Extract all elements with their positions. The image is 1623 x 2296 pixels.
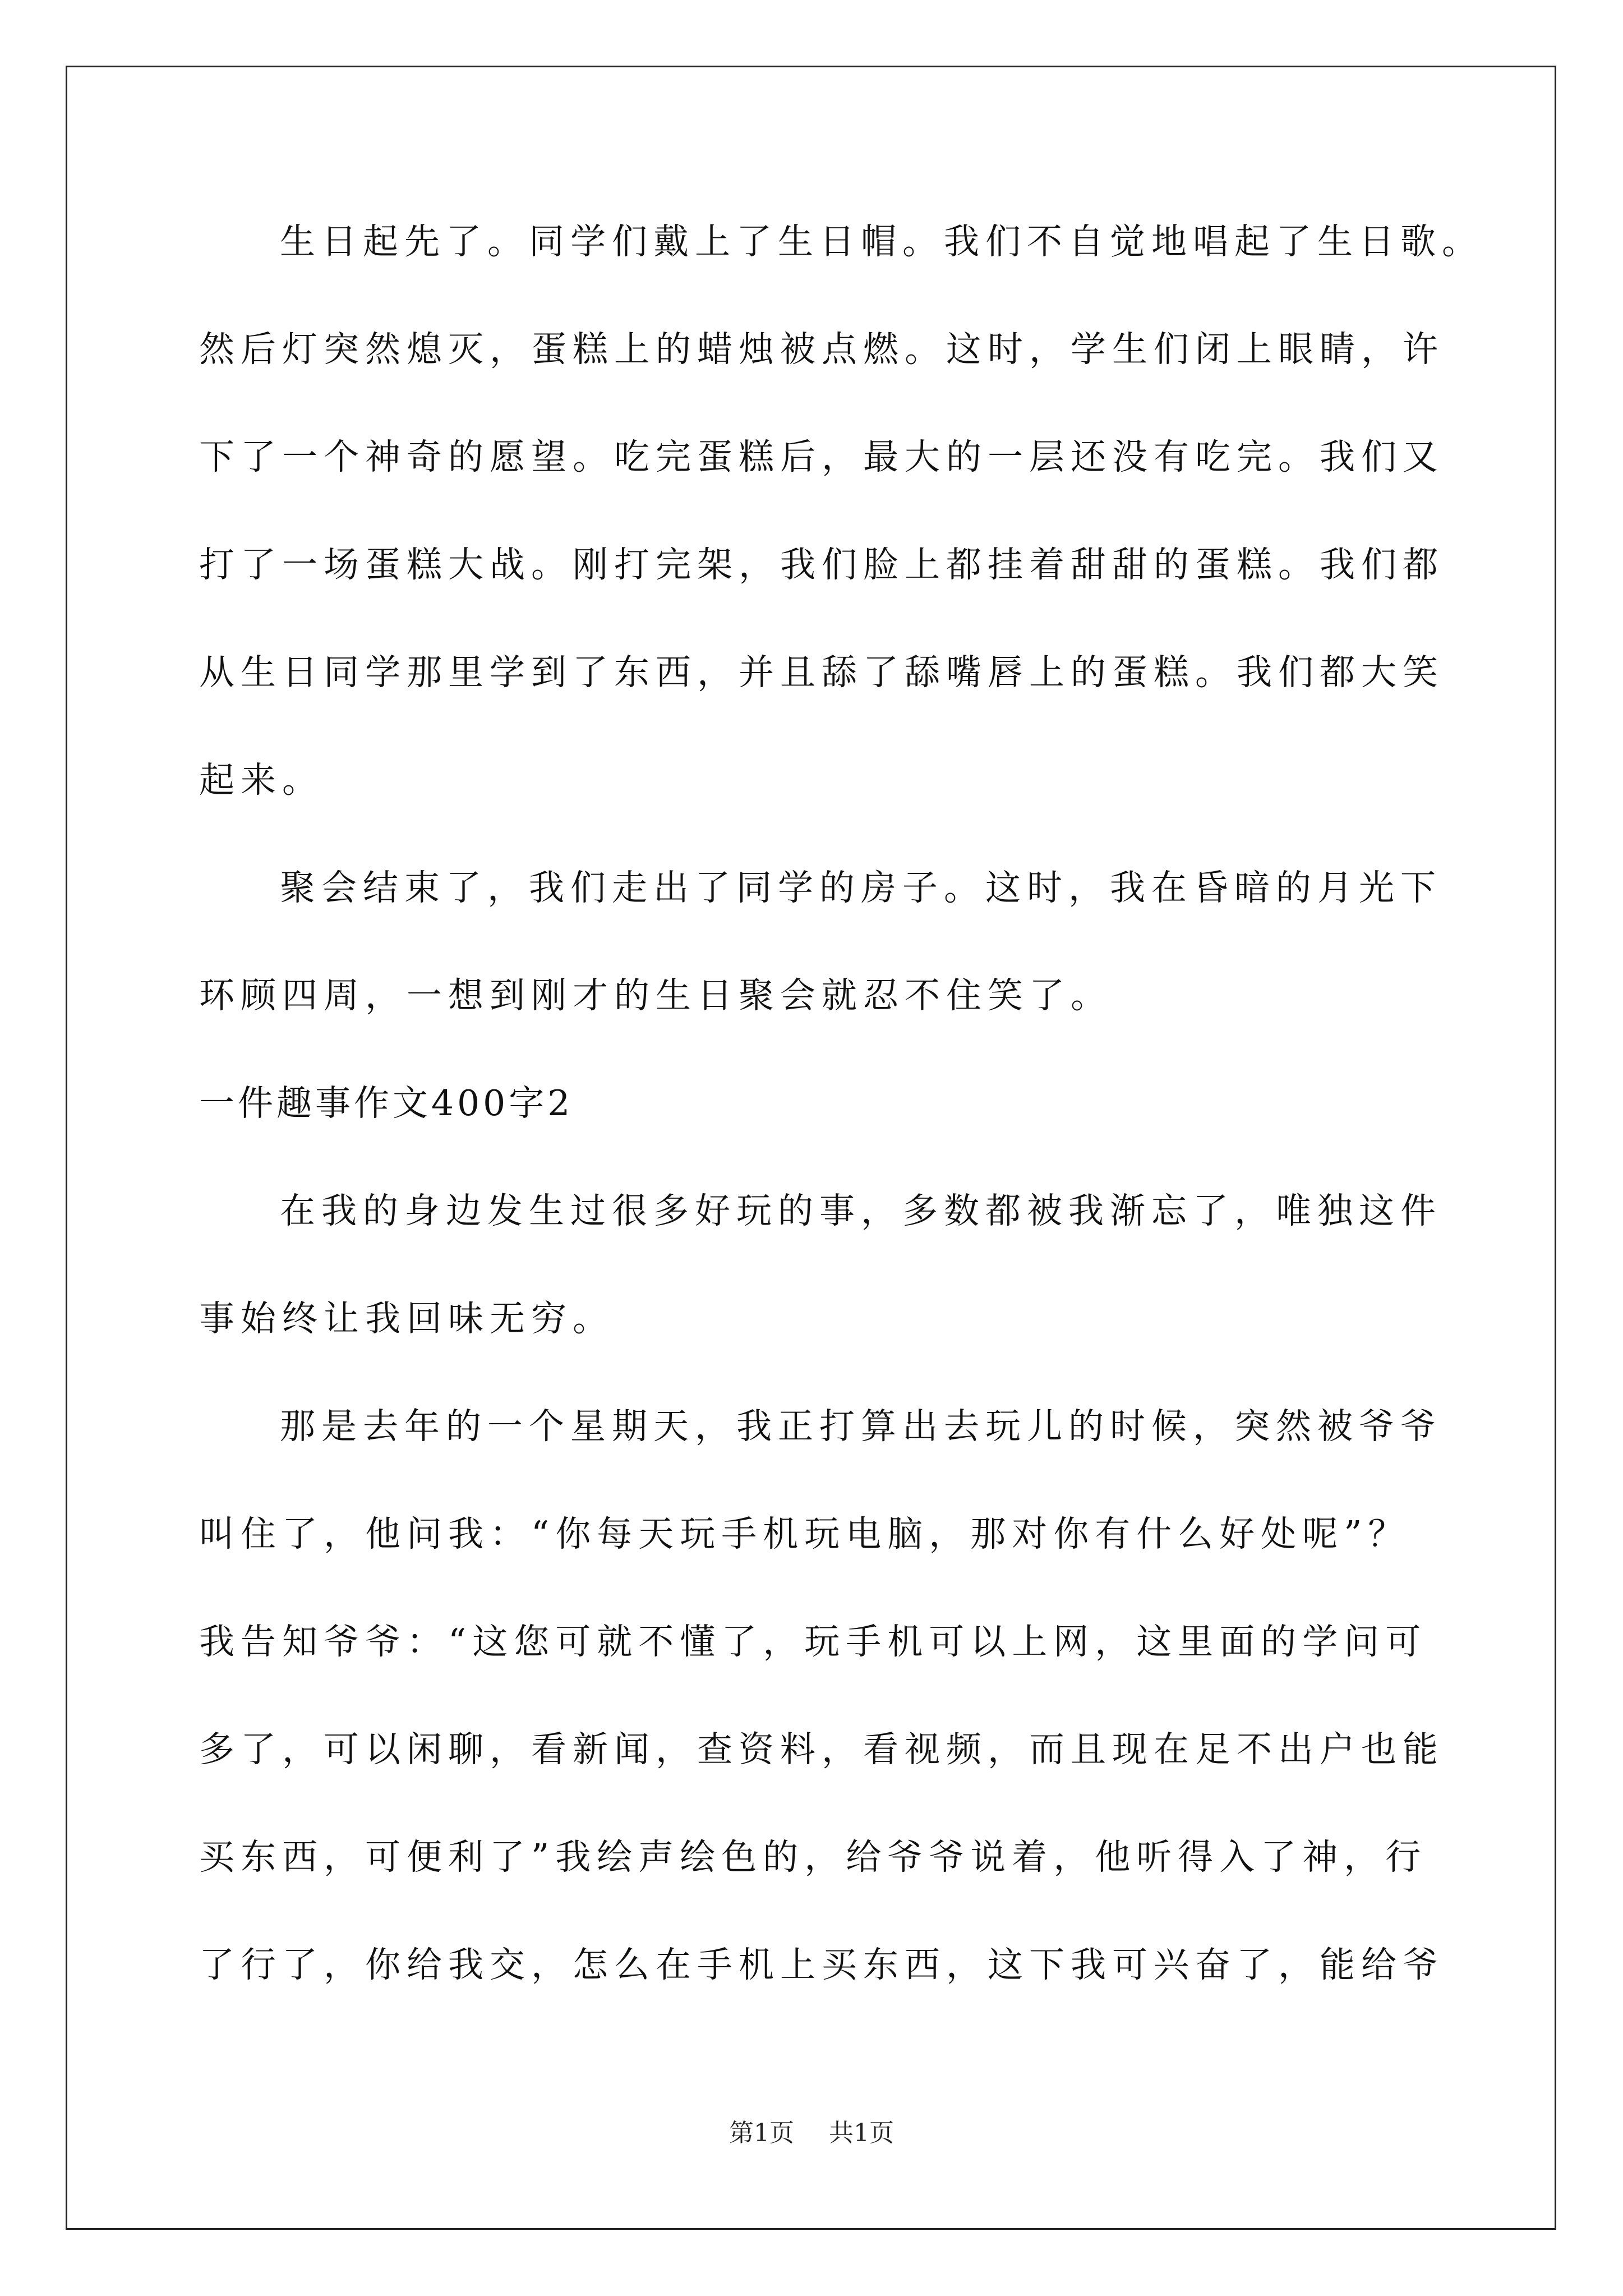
paragraph-line: 起来。 xyxy=(199,760,324,800)
page-number-total: 共1页 xyxy=(829,2119,894,2147)
page-footer xyxy=(0,2116,1623,2150)
paragraph-line: 生日起先了。同学们戴上了生日帽。我们不自觉地唱起了生日歌。 xyxy=(280,221,1483,262)
paragraph-line: 事始终让我回味无穷。 xyxy=(199,1298,614,1339)
paragraph-line: 环顾四周，一想到刚才的生日聚会就忍不住笑了。 xyxy=(199,975,1112,1016)
page-number-current: 第1页 xyxy=(729,2119,794,2147)
page-border xyxy=(66,66,1556,2230)
paragraph-line: 在我的身边发生过很多好玩的事，多数都被我渐忘了，唯独这件 xyxy=(280,1190,1442,1231)
paragraph-line: 打了一场蛋糕大战。刚打完架，我们脸上都挂着甜甜的蛋糕。我们都 xyxy=(199,544,1444,585)
paragraph-line: 叫住了，他问我：“你每天玩手机玩电脑，那对你有什么好处呢”？ xyxy=(199,1513,1410,1554)
paragraph-line: 聚会结束了，我们走出了同学的房子。这时，我在昏暗的月光下 xyxy=(280,867,1442,908)
paragraph-line: 多了，可以闲聊，看新闻，查资料，看视频，而且现在足不出户也能 xyxy=(199,1729,1444,1770)
paragraph-line: 买东西，可便利了”我绘声绘色的，给爷爷说着，他听得入了神，行 xyxy=(199,1837,1427,1878)
paragraph-line: 我告知爷爷：“这您可就不懂了，玩手机可以上网，这里面的学问可 xyxy=(199,1621,1427,1662)
paragraph-line: 下了一个神奇的愿望。吃完蛋糕后，最大的一层还没有吃完。我们又 xyxy=(199,436,1444,477)
paragraph-line: 了行了，你给我交，怎么在手机上买东西，这下我可兴奋了，能给爷 xyxy=(199,1944,1444,1985)
paragraph-line: 那是去年的一个星期天，我正打算出去玩儿的时候，突然被爷爷 xyxy=(280,1406,1442,1447)
section-heading: 一件趣事作文400字2 xyxy=(199,1083,574,1124)
paragraph-line: 从生日同学那里学到了东西，并且舔了舔嘴唇上的蛋糕。我们都大笑 xyxy=(199,652,1444,693)
paragraph-line: 然后灯突然熄灭，蛋糕上的蜡烛被点燃。这时，学生们闭上眼睛，许 xyxy=(199,329,1444,370)
